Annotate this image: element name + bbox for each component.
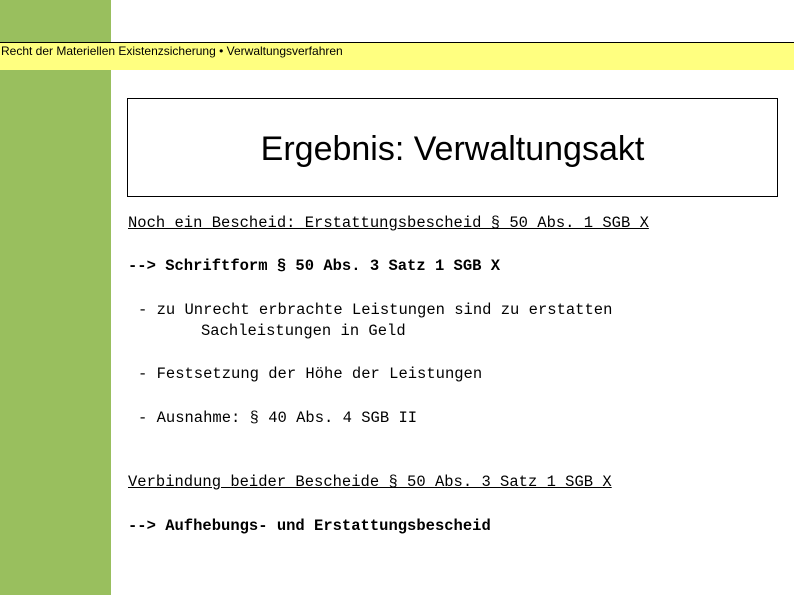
line-erstattungsbescheid: Noch ein Bescheid: Erstattungsbescheid § 50 Abs. 1 SGB X (128, 214, 649, 232)
line-schriftform: --> Schriftform § 50 Abs. 3 Satz 1 SGB X (128, 257, 501, 275)
line-aufhebungsbescheid: --> Aufhebungs- und Erstattungsbescheid (128, 517, 491, 535)
page-title: Ergebnis: Verwaltungsakt (260, 130, 645, 168)
header-text: Recht der Materiellen Existenzsicherung • Verwaltungsverfahren (1, 44, 343, 58)
title-box (127, 98, 778, 197)
header-band (0, 42, 794, 70)
left-sidebar-bar (0, 0, 111, 595)
line-verbindung: Verbindung beider Bescheide § 50 Abs. 3 Satz 1 SGB X (128, 473, 612, 491)
line-zu-unrecht: - zu Unrecht erbrachte Leistungen sind zu erstatten (138, 301, 613, 319)
line-festsetzung: - Festsetzung der Höhe der Leistungen (138, 365, 483, 383)
line-sachleistungen: Sachleistungen in Geld (201, 322, 406, 340)
line-ausnahme: - Ausnahme: § 40 Abs. 4 SGB II (138, 409, 418, 427)
